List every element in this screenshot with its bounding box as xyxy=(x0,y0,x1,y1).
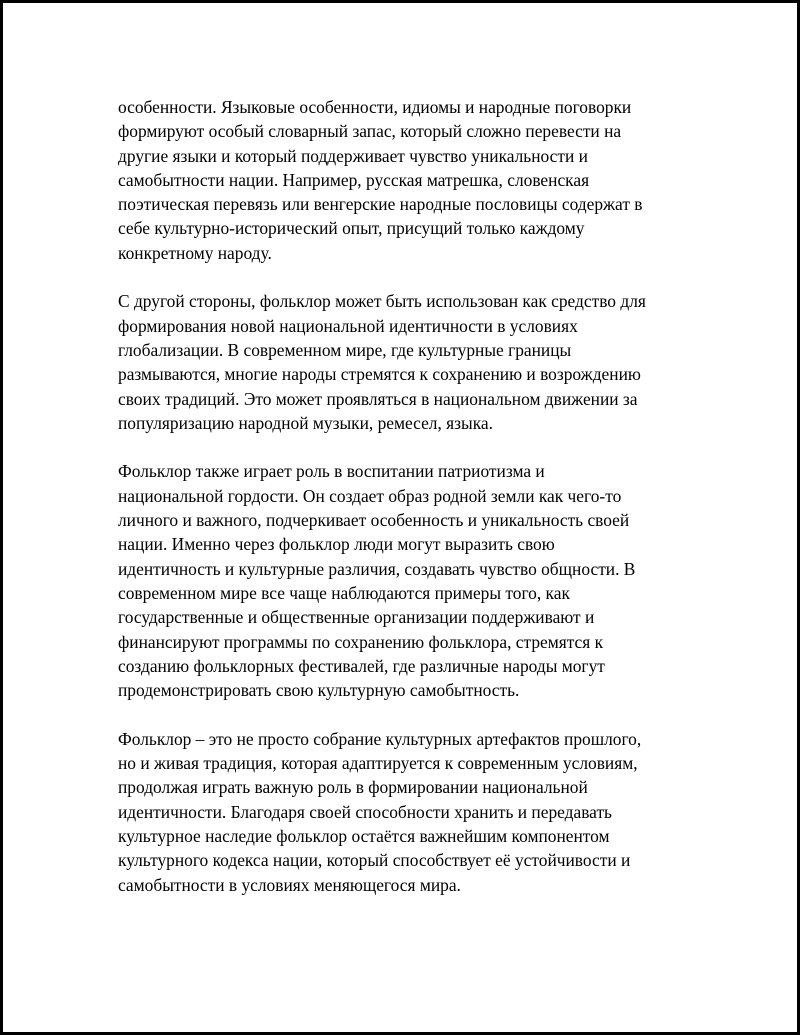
text-line: Фольклор – это не просто собрание культурных артефактов прошлого, xyxy=(118,728,642,749)
text-line: продемонстрировать свою культурную самобытность. xyxy=(118,680,520,701)
text-line: формируют особый словарный запас, который сложно перевести на xyxy=(118,121,622,142)
text-line: финансируют программы по сохранению фольклора, стремятся к xyxy=(118,631,604,652)
text-line: Фольклор также играет роль в воспитании патриотизма и xyxy=(118,461,545,482)
document-body xyxy=(118,95,693,897)
text-line: идентичность и культурные различия, создавать чувство общности. В xyxy=(118,558,636,579)
text-line: идентичности. Благодаря своей способности хранить и передавать xyxy=(118,801,612,822)
text-line: конкретному народу. xyxy=(118,242,272,263)
text-line: продолжая играть важную роль в формировании национальной xyxy=(118,777,588,798)
text-line: себе культурно-исторический опыт, присущий только каждому xyxy=(118,218,585,239)
paragraph-2 xyxy=(118,289,693,435)
text-line: национальной гордости. Он создает образ родной земли как чего-то xyxy=(118,485,622,506)
text-line: популяризацию народной музыки, ремесел, языка. xyxy=(118,412,493,433)
text-line: культурное наследие фольклор остаётся важнейшим компонентом xyxy=(118,825,610,846)
text-line: государственные и общественные организации поддерживают и xyxy=(118,607,595,628)
text-line: самобытности в условиях меняющегося мира. xyxy=(118,874,461,895)
text-line: но и живая традиция, которая адаптируется к современным условиям, xyxy=(118,753,638,774)
text-line: современном мире все чаще наблюдаются примеры того, как xyxy=(118,582,570,603)
text-line: другие языки и который поддерживает чувство уникальности и xyxy=(118,145,588,166)
text-line: особенности. Языковые особенности, идиомы и народные поговорки xyxy=(118,97,632,117)
paragraph-4 xyxy=(118,727,693,897)
text-line: созданию фольклорных фестивалей, где различные народы могут xyxy=(118,655,605,676)
paragraph-3 xyxy=(118,459,693,702)
text-line: личного и важного, подчеркивает особенность и уникальность своей xyxy=(118,510,630,531)
text-line: своих традиций. Это может проявляться в национальном движении за xyxy=(118,388,638,409)
text-line: глобализации. В современном мире, где культурные границы xyxy=(118,339,572,360)
text-line: самобытности нации. Например, русская матрешка, словенская xyxy=(118,169,590,190)
paragraph-1 xyxy=(118,95,693,265)
text-line: С другой стороны, фольклор может быть использован как средство для xyxy=(118,291,646,312)
text-line: нации. Именно через фольклор люди могут выразить свою xyxy=(118,534,555,555)
text-line: поэтическая перевязь или венгерские народные пословицы содержат в xyxy=(118,194,643,215)
text-line: культурного кодекса нации, который способствует её устойчивости и xyxy=(118,850,631,871)
text-line: формирования новой национальной идентичности в условиях xyxy=(118,315,578,336)
text-line: размываются, многие народы стремятся к сохранению и возрождению xyxy=(118,364,641,385)
